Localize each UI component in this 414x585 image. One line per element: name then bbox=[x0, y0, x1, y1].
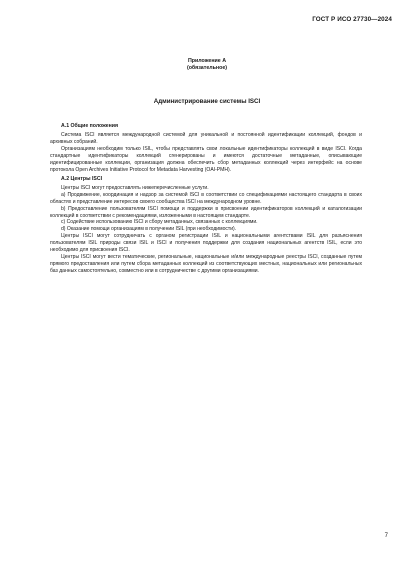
paragraph: Центры ISCI могут сотрудничать с органом регистрации ISIL и национальными агентствами ISIL для разъяснения пользователям ISIL природы связи ISIL и ISCI и получения поддержки для создания национальных агентств ISIL, если это необходимо для присвоения ISCI. bbox=[50, 233, 362, 254]
list-item-d: d) Оказание помощи организациям в получении ISIL (при необходимости). bbox=[61, 226, 237, 233]
list-item-a: a) Продвижение, координация и надзор за системой ISCI в соответствии со спецификациями настоящего стандарта в своих областях и представление интересов своего сообщества ISCI на международном уровне. bbox=[50, 191, 362, 205]
list-item-c: c) Содействие использованию ISCI и сбору метаданных, связанных с коллекциями. bbox=[61, 219, 258, 226]
section-heading-a2: А.2 Центры ISCI bbox=[61, 175, 103, 182]
page-title: Администрирование системы ISCI bbox=[153, 98, 261, 105]
page-number: 7 bbox=[384, 533, 388, 539]
section-heading-a1: А.1 Общие положения bbox=[61, 123, 118, 129]
document-code: ГОСТ Р ИСО 27730—2024 bbox=[312, 16, 392, 23]
paragraph: Система ISCI является международной системой для уникальной и постоянной идентификации коллекций, фондов и архивных собраний. bbox=[50, 132, 362, 145]
appendix-label: Приложение А bbox=[187, 58, 227, 64]
paragraph: Организациям необходим только ISIL, чтобы представлять свои локальные идентификаторы коллекций в виде ISCI. Когда стандартные идентификаторы коллекций сгенерированы и имеются достаточные метаданные, описывающие идентифицированные коллекции, организация должна обеспечить сбор метаданных коллекций через интерфейс на основе протокола Open Archives Initiative Protocol for Metadata Harvesting (OAI-PMH). bbox=[50, 145, 362, 173]
document-body bbox=[50, 121, 362, 275]
paragraph: Центры ISCI могут вести тематические, региональные, национальные и/или международные реестры ISCI, созданные путем прямого предоставления или путем сбора метаданных коллекций из соответствующих местных, национальных или региональных баз данных самостоятельно, совместно или в сотрудничестве с другими организациями. bbox=[50, 254, 362, 275]
appendix-heading bbox=[0, 58, 414, 72]
paragraph: Центры ISCI могут предоставлять нижеперечисленные услуги. bbox=[61, 184, 209, 191]
appendix-status: (обязательное) bbox=[186, 65, 228, 72]
list-item-b: b) Предоставление пользователям ISCI помощи и поддержки в присвоении идентификаторов коллекций и каталогизации коллекций в соответствии с рекомендациями, изложенными в настоящем стандарте. bbox=[50, 205, 362, 219]
